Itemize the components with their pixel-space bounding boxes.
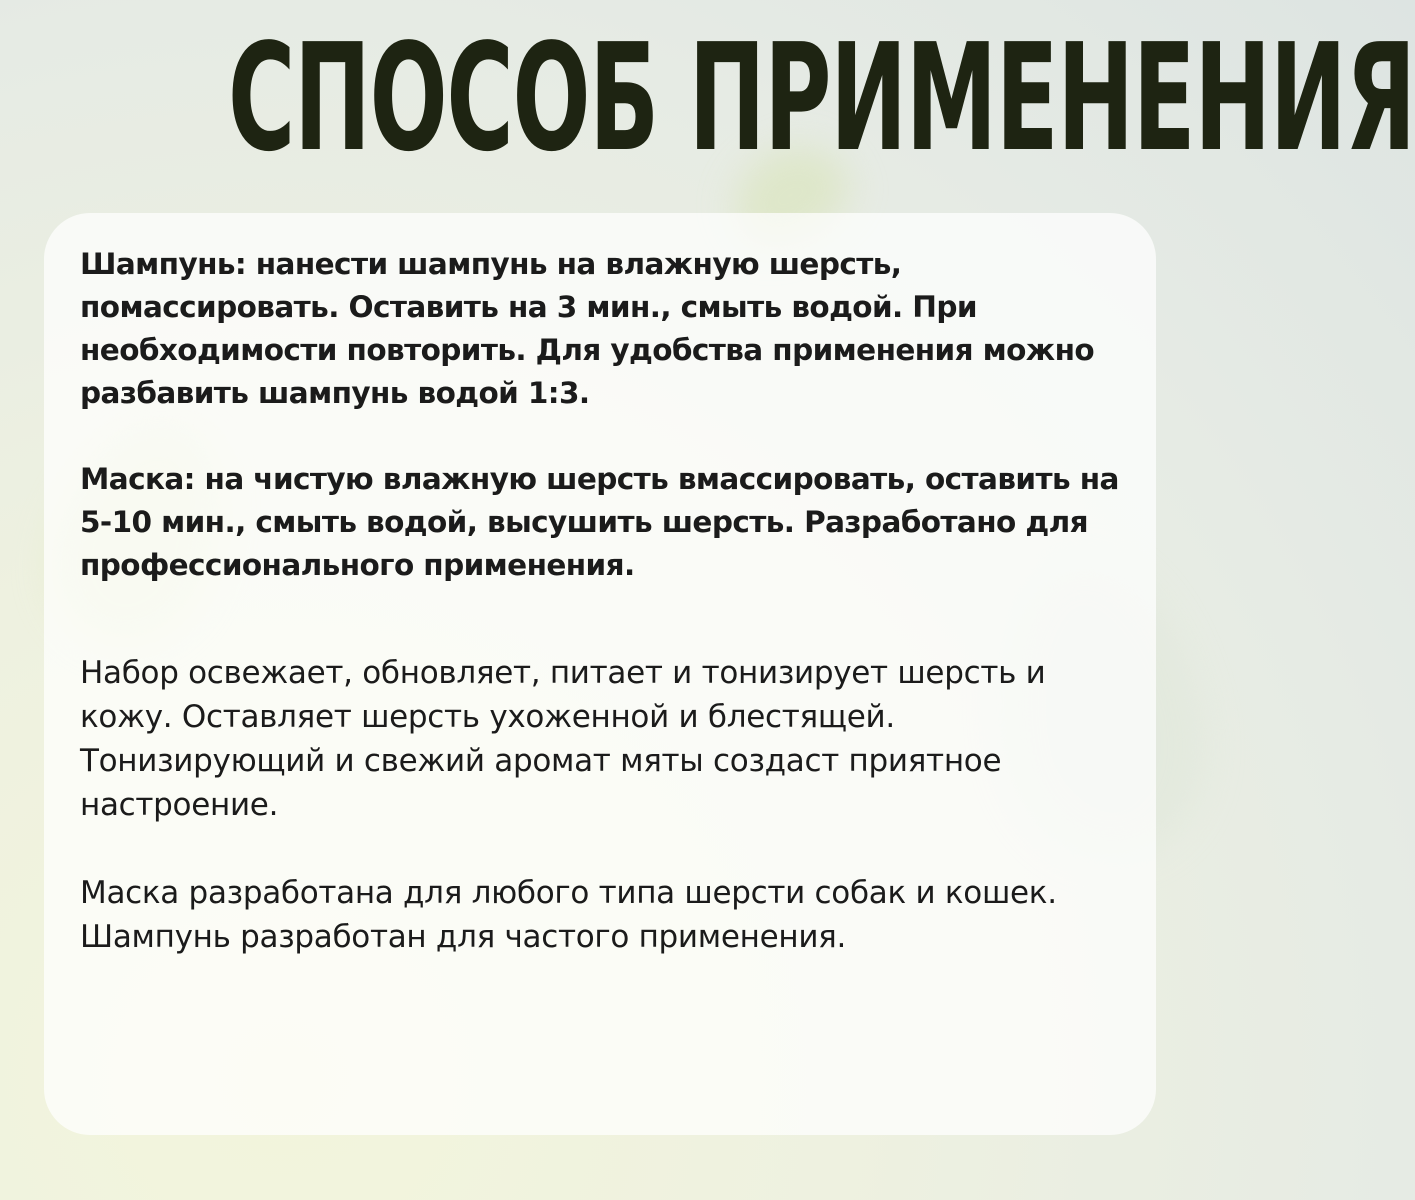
- mask-suitability: Маска разработана для любого типа шерсти собак и кошек.: [80, 875, 1057, 911]
- mask-instructions: Маска: на чистую влажную шерсть вмассировать, оставить на 5-10 мин., смыть водой, высушить шерсть. Разработано для профессионального применения.: [80, 462, 1119, 582]
- instructions-card: [44, 213, 1156, 1135]
- set-description: Набор освежает, обновляет, питает и тонизирует шерсть и кожу. Оставляет шерсть ухоженной и блестящей. Тонизирующий и свежий аромат мяты создаст приятное настроение.: [80, 655, 1046, 823]
- shampoo-suitability: Шампунь разработан для частого применения.: [80, 919, 847, 955]
- page-title: СПОСОБ ПРИМЕНЕНИЯ: [228, 12, 1415, 184]
- shampoo-instructions: Шампунь: нанести шампунь на влажную шерсть, помассировать. Оставить на 3 мин., смыть водой. При необходимости повторить. Для удобства применения можно разбавить шампунь водой 1:3.: [80, 247, 1095, 410]
